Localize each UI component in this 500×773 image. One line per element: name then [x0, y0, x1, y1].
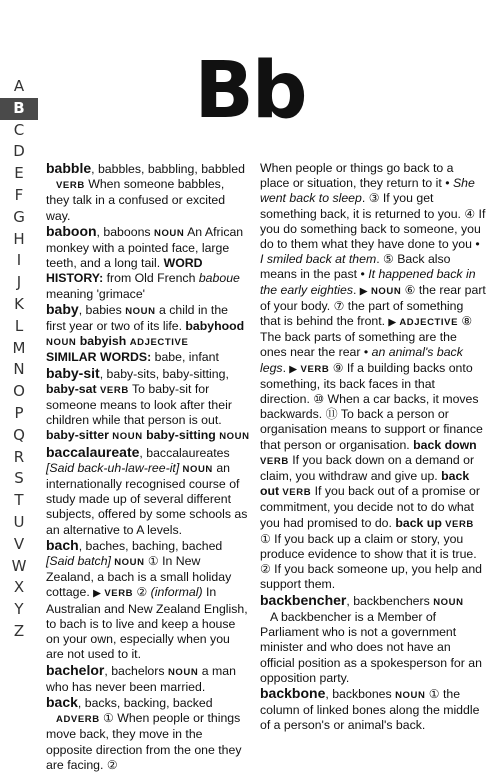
part-of-speech: ▶ VERB	[289, 363, 330, 375]
entry-body	[260, 610, 482, 685]
headword: baccalaureate	[46, 443, 140, 460]
inflections: , baboons	[96, 224, 154, 239]
definition: If you back out of a promise or commitment, you decide not to do what you had promised to do.	[260, 484, 480, 530]
word-history: from Old French	[103, 271, 199, 286]
sense-number: ①	[99, 711, 114, 726]
dictionary-column-right	[260, 161, 486, 734]
similar-words: babe, infant	[151, 350, 219, 365]
entry-baboon	[46, 224, 250, 302]
entry-bachelor	[46, 663, 250, 695]
alphabet-letter-n[interactable]: N	[13, 360, 25, 379]
definition: If you back someone up, you help and support them.	[260, 562, 483, 592]
word-history-meaning: meaning 'grimace'	[46, 286, 146, 301]
definition: In Australian and New Zealand English, to bach is to live and keep a house on your own, especially when you are not used to it.	[46, 585, 248, 662]
inflections: , backbones	[325, 686, 396, 701]
sense-number: ⑦	[333, 298, 345, 313]
definition: A backbencher is a Member of Parliament who is not a government minister and who does not have an official position as a spokesperson for an opposition party.	[260, 609, 482, 685]
definition: When people or things move back, they move in the opposite direction from the one they are facing.	[46, 711, 242, 772]
entry-backbone	[260, 686, 486, 734]
punctuation: .	[376, 252, 384, 267]
usage-label: (informal)	[147, 585, 203, 600]
derived-word: back out	[260, 469, 470, 499]
sense-number: ①	[144, 554, 159, 569]
alphabet-letter-u[interactable]: U	[13, 512, 25, 531]
alphabet-letter-y[interactable]: Y	[14, 600, 24, 619]
sense-number: ⑩	[313, 392, 325, 407]
sense-number: ④	[464, 206, 476, 221]
sense-number: ⑧	[458, 314, 473, 329]
entry-baby	[46, 302, 250, 366]
headword: baby-sit	[46, 364, 100, 381]
example: She went back to sleep	[260, 176, 475, 206]
derived-word: back down	[413, 437, 477, 452]
alphabet-letter-b[interactable]: B	[0, 98, 38, 120]
sense-number: ①	[425, 686, 440, 701]
inflections: , babies	[78, 302, 126, 317]
derived-word: baby-sitting	[142, 428, 220, 443]
alphabet-letter-h[interactable]: H	[13, 229, 25, 248]
part-of-speech: NOUN	[395, 689, 426, 701]
part-of-speech: NOUN	[433, 596, 464, 608]
part-of-speech: NOUN	[110, 557, 145, 569]
dictionary-column-left	[46, 161, 250, 773]
alphabet-letter-o[interactable]: O	[13, 382, 25, 401]
headword: back	[46, 693, 78, 710]
alphabet-letter-w[interactable]: W	[11, 556, 27, 575]
definition: a man who has never been married.	[46, 663, 236, 694]
part-of-speech: VERB	[260, 455, 289, 467]
derived-word: baby-sitter	[46, 428, 113, 443]
punctuation: .	[361, 191, 366, 206]
definition: Back also means in the past •	[260, 252, 451, 282]
pronunciation: [Said batch]	[46, 554, 111, 569]
part-of-speech: VERB	[441, 518, 474, 530]
similar-words-label: SIMILAR WORDS:	[46, 350, 152, 365]
headword: bach	[46, 536, 79, 553]
alphabet-letter-d[interactable]: D	[13, 142, 25, 161]
part-of-speech: NOUN	[167, 666, 199, 678]
definition: If a building backs onto something, its back faces in that direction.	[260, 360, 473, 407]
example: It happened back in the early eighties	[260, 267, 476, 297]
sense-number: ②	[260, 562, 271, 577]
part-of-speech: VERB	[279, 487, 312, 499]
entry-babble	[46, 161, 250, 224]
pronunciation: [Said back-uh-law-ree-it]	[46, 460, 180, 475]
part-of-speech: ▶ VERB	[93, 588, 134, 600]
headword: backbone	[260, 684, 326, 701]
definition: When a car backs, it moves backwards.	[260, 392, 479, 422]
part-of-speech: ▶ NOUN	[359, 285, 402, 297]
sense-number: ⑤	[383, 252, 394, 267]
definition: When people or things go back to a place or situation, they return to it •	[260, 161, 454, 191]
sense-number: ②	[133, 585, 148, 600]
part-of-speech: VERB	[100, 384, 129, 396]
derived-word: babyhood	[185, 319, 245, 334]
inflections: , bachelors	[104, 663, 168, 678]
part-of-speech: NOUN	[125, 305, 156, 317]
alphabet-letter-g[interactable]: G	[13, 207, 25, 226]
example: an animal's back legs	[260, 345, 463, 375]
sense-number: ⑥	[401, 282, 416, 297]
entry-baccalaureate	[46, 445, 250, 538]
alphabet-letter-e[interactable]: E	[14, 164, 24, 183]
definition: If you do something back to someone, you do to them what they have done to you •	[260, 206, 486, 252]
entry-body	[46, 711, 242, 772]
part-of-speech: ADJECTIVE	[129, 337, 189, 349]
part-of-speech: ADVERB	[56, 714, 100, 726]
inflections: , backbenchers	[346, 593, 434, 608]
sense-number: ②	[106, 757, 118, 772]
part-of-speech: NOUN	[219, 431, 250, 443]
headword: baboon	[46, 222, 97, 239]
definition: If you back up a claim or story, you produce evidence to show that it is true.	[260, 531, 477, 562]
punctuation: .	[282, 360, 290, 375]
derived-word: back up	[395, 515, 442, 530]
entry-back	[46, 695, 250, 773]
headword: bachelor	[46, 661, 105, 678]
part-of-speech: ▶ ADJECTIVE	[388, 317, 459, 329]
entry-baby-sit	[46, 366, 250, 445]
inflections: , baccalaureates	[139, 445, 230, 460]
alphabet-letter-c[interactable]: C	[13, 120, 25, 139]
alphabet-letter-p[interactable]: P	[14, 403, 24, 422]
sense-number: ①	[260, 531, 271, 546]
part-of-speech: NOUN	[179, 463, 213, 475]
definition: In New Zealand, a bach is a small holiday cottage.	[46, 554, 232, 600]
alphabet-letter-l[interactable]: L	[14, 316, 24, 335]
derived-word: babyish	[76, 334, 130, 349]
part-of-speech: NOUN	[112, 431, 143, 443]
definition: the rear part of your body.	[260, 282, 486, 313]
entry-bach	[46, 538, 250, 663]
definition: An African monkey with a pointed face, large teeth, and a long tail.	[46, 224, 244, 271]
word-history-label: WORD HISTORY:	[46, 256, 203, 286]
part-of-speech: NOUN	[46, 337, 77, 349]
alphabet-letter-f[interactable]: F	[14, 185, 24, 204]
definition: If you back down on a demand or claim, you withdraw and give up.	[260, 452, 475, 484]
alphabet-index	[0, 76, 38, 643]
sense-number: ③	[368, 191, 380, 206]
alphabet-letter-i[interactable]: I	[16, 251, 22, 270]
alphabet-letter-j[interactable]: J	[16, 273, 22, 292]
inflections: , backs, backing, backed	[77, 695, 213, 710]
sense-number: ⑨	[329, 360, 344, 375]
alphabet-letter-z[interactable]: Z	[13, 621, 25, 640]
alphabet-letter-r[interactable]: R	[13, 447, 25, 466]
definition: the column of linked bones along the middle of a person's or animal's back.	[260, 686, 480, 733]
punctuation: .	[352, 282, 360, 297]
alphabet-letter-a[interactable]: A	[13, 77, 25, 95]
alphabet-letter-v[interactable]: V	[13, 534, 25, 553]
definition: an internationally recognised course of study made up of several different subjects, offered by some schools as an alternative to A levels.	[46, 460, 248, 537]
alphabet-letter-x[interactable]: X	[13, 578, 25, 597]
alphabet-letter-k[interactable]: K	[14, 294, 24, 313]
part-of-speech: NOUN	[153, 227, 185, 239]
definition: To baby-sit for someone means to look after their children while that person is out.	[46, 381, 232, 428]
inflections: , babbles, babbling, babbled	[91, 162, 245, 176]
definition: the part of something that is behind the front.	[260, 298, 464, 329]
part-of-speech: VERB	[56, 180, 85, 192]
headword: babble	[46, 160, 92, 176]
entry-backbencher	[260, 593, 486, 686]
headword: baby	[46, 300, 79, 317]
definition: To back a person or organisation means to support or finance that person or organisation.	[260, 407, 483, 452]
alphabet-letter-m[interactable]: M	[12, 338, 26, 357]
inflections: , baches, baching, bached	[78, 538, 223, 553]
definition: If you get something back, it is returned to you.	[260, 191, 465, 221]
definition: When someone babbles, they talk in a confused or excited way.	[46, 177, 226, 223]
inflections: , baby-sits, baby-sitting,	[99, 366, 229, 381]
headword: backbencher	[260, 591, 347, 608]
definition: The back parts of something are the ones near the rear •	[260, 330, 457, 360]
derived-word: baby-sat	[46, 381, 100, 396]
entry-back-continued	[260, 161, 486, 593]
page-title: Bb	[194, 46, 306, 136]
definition: a child in the first year or two of its life.	[46, 302, 229, 334]
entry-body	[46, 177, 225, 222]
word-history-origin: baboue	[198, 271, 240, 286]
alphabet-letter-t[interactable]: T	[14, 491, 24, 510]
example: I smiled back at them	[260, 252, 377, 267]
alphabet-letter-s[interactable]: S	[14, 469, 24, 488]
alphabet-letter-q[interactable]: Q	[13, 425, 25, 444]
sense-number: ⑪	[325, 407, 338, 422]
